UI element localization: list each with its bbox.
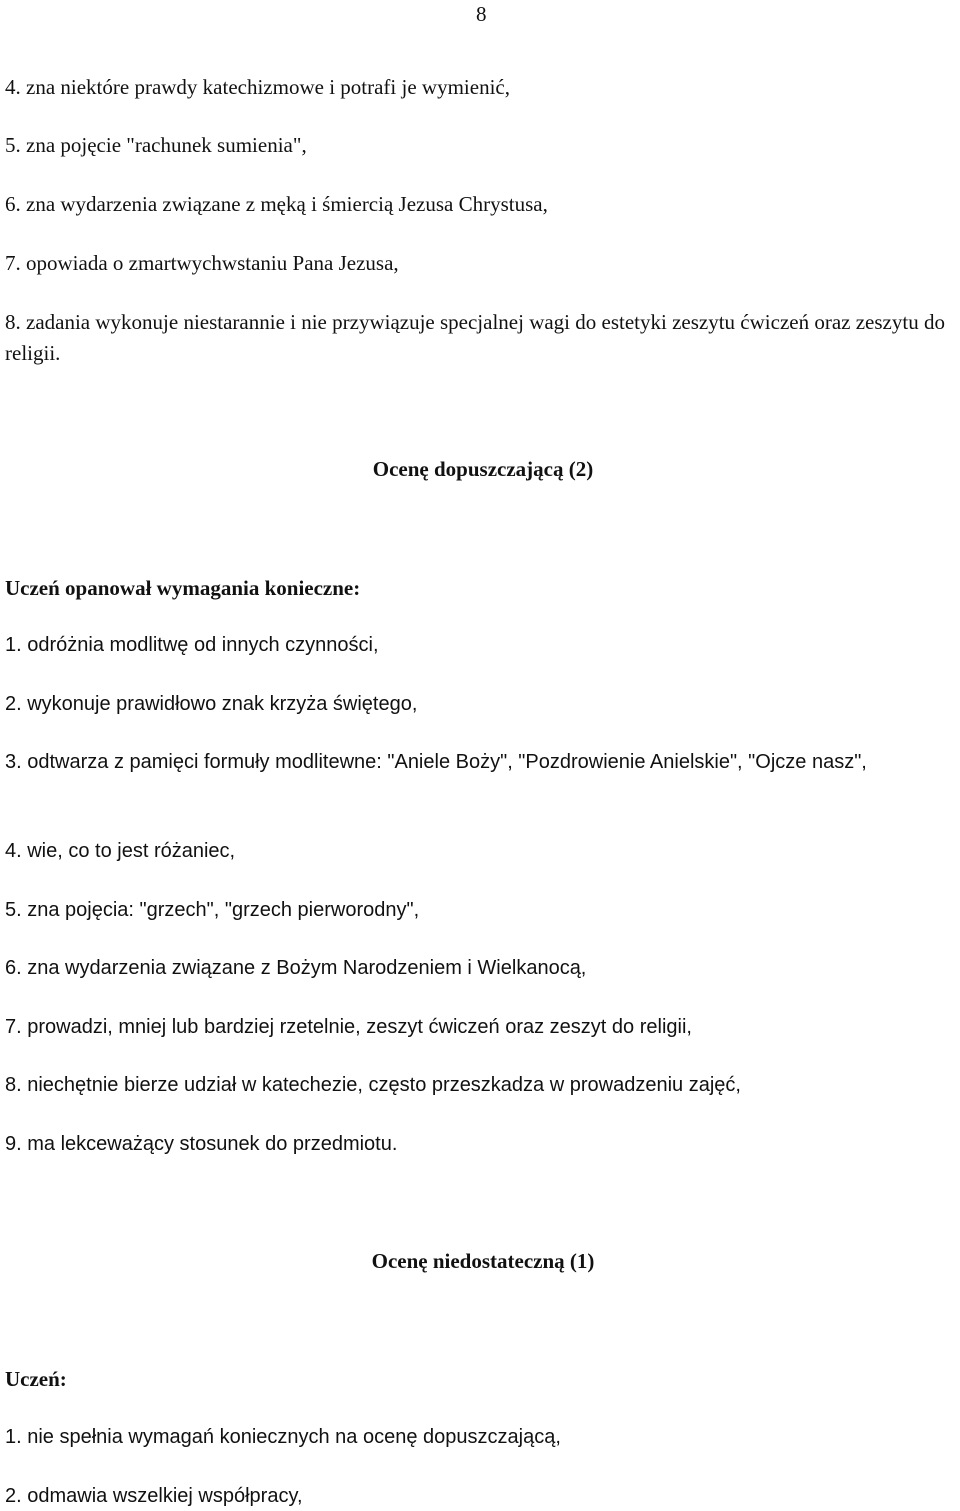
- list-item: 2. odmawia wszelkiej współpracy,: [5, 1485, 303, 1507]
- list-item: 8. niechętnie bierze udział w katechezie, często przeszkadza w prowadzeniu zajęć,: [5, 1074, 741, 1096]
- list-item: 3. odtwarza z pamięci formuły modlitewne: "Aniele Boży", "Pozdrowienie Anielskie", "Ojcze nasz",: [5, 751, 867, 773]
- list-item: 6. zna wydarzenia związane z męką i śmiercią Jezusa Chrystusa,: [5, 192, 548, 216]
- section-subheading-grade-2: Uczeń opanował wymagania konieczne:: [5, 576, 361, 600]
- page-number: 8: [476, 2, 487, 26]
- section-heading-grade-1: Ocenę niedostateczną (1): [371, 1249, 595, 1273]
- section-subheading-grade-1: Uczeń:: [5, 1367, 67, 1391]
- list-item: 9. ma lekceważący stosunek do przedmiotu.: [5, 1133, 398, 1155]
- list-item: 1. nie spełnia wymagań koniecznych na ocenę dopuszczającą,: [5, 1426, 561, 1448]
- list-item: 1. odróżnia modlitwę od innych czynności,: [5, 634, 379, 656]
- list-item: 5. zna pojęcie "rachunek sumienia",: [5, 133, 307, 157]
- list-item: 5. zna pojęcia: "grzech", "grzech pierworodny",: [5, 899, 420, 921]
- list-item: 7. prowadzi, mniej lub bardziej rzetelnie, zeszyt ćwiczeń oraz zeszyt do religii,: [5, 1016, 692, 1038]
- list-item: 8. zadania wykonuje niestarannie i nie przywiązuje specjalnej wagi do estetyki zeszytu ćwiczeń oraz zeszytu do religii.: [5, 310, 945, 365]
- list-item: 2. wykonuje prawidłowo znak krzyża świętego,: [5, 693, 418, 715]
- list-item: 7. opowiada o zmartwychwstaniu Pana Jezusa,: [5, 251, 399, 275]
- section-heading-grade-2: Ocenę dopuszczającą (2): [372, 457, 594, 481]
- list-item: 4. zna niektóre prawdy katechizmowe i potrafi je wymienić,: [5, 75, 510, 99]
- list-item: 6. zna wydarzenia związane z Bożym Narodzeniem i Wielkanocą,: [5, 957, 587, 979]
- list-item: 4. wie, co to jest różaniec,: [5, 840, 236, 862]
